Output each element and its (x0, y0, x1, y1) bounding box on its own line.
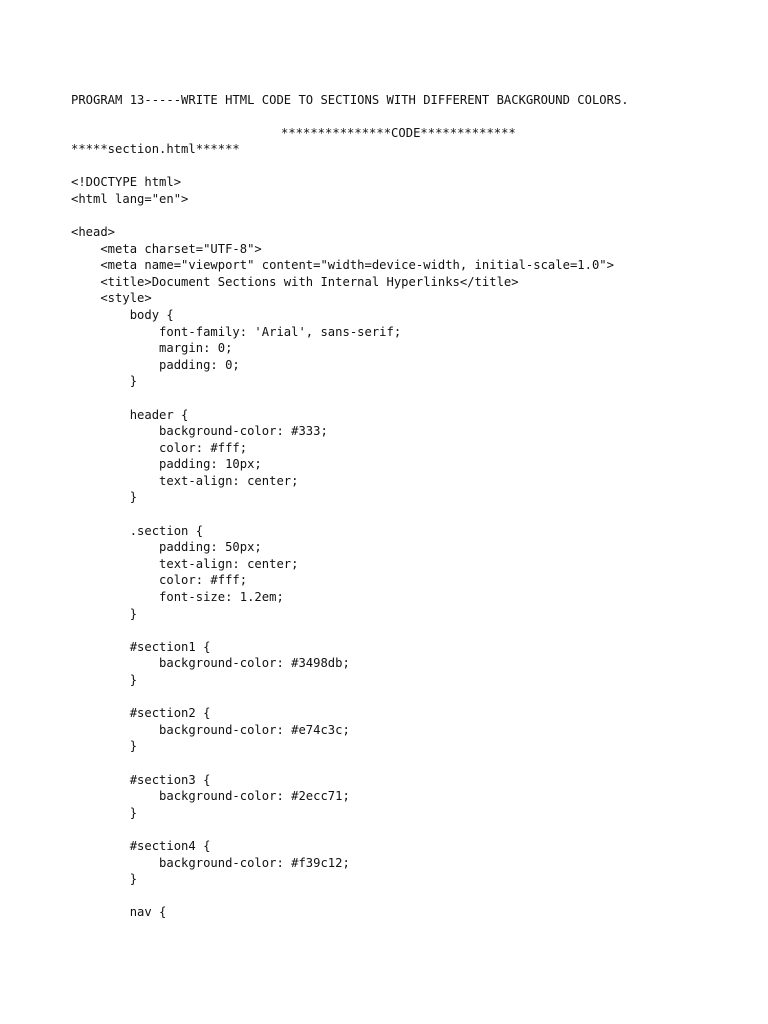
code-line: *****section.html****** (71, 142, 240, 156)
code-line (71, 506, 614, 523)
code-line: } (71, 673, 138, 687)
code-line: background-color: #2ecc71; (71, 789, 350, 804)
code-line: header { (71, 407, 189, 422)
code-line (71, 390, 614, 407)
code-line: background-color: #3498db; (71, 656, 350, 671)
code-line: body { (71, 307, 174, 322)
code-line (71, 622, 614, 639)
code-line: padding: 0; (71, 357, 240, 372)
code-line: background-color: #e74c3c; (71, 722, 350, 737)
code-line: <!DOCTYPE html> (71, 175, 182, 190)
code-line: color: #fff; (71, 573, 248, 588)
code-line: text-align: center; (71, 473, 299, 488)
code-line: text-align: center; (71, 556, 299, 571)
code-line: } (71, 872, 138, 887)
code-line: <head> (71, 224, 116, 239)
code-line: padding: 10px; (71, 457, 262, 472)
code-line: font-family: 'Arial', sans-serif; (71, 324, 402, 339)
code-line (71, 821, 614, 838)
code-line: padding: 50px; (71, 540, 262, 555)
code-line: <title>Document Sections with Internal Hyperlinks</title> (71, 274, 519, 289)
code-line (71, 689, 614, 706)
code-line: nav { (71, 905, 167, 920)
program-title: PROGRAM 13-----WRITE HTML CODE TO SECTIONS WITH DIFFERENT BACKGROUND COLORS. (71, 93, 629, 107)
code-listing (71, 141, 614, 921)
code-line (71, 207, 614, 224)
code-line: color: #fff; (71, 440, 248, 455)
code-line: font-size: 1.2em; (71, 590, 284, 605)
code-line: <html lang="en"> (71, 191, 189, 206)
code-line (71, 158, 614, 175)
code-line: <meta name="viewport" content="width=device-width, initial-scale=1.0"> (71, 258, 614, 273)
code-line: #section4 { (71, 838, 211, 853)
code-line: background-color: #333; (71, 424, 328, 439)
code-line: <style> (71, 291, 152, 306)
code-line: <meta charset="UTF-8"> (71, 241, 262, 256)
code-line: #section3 { (71, 772, 211, 787)
code-line: margin: 0; (71, 341, 233, 356)
code-line (71, 755, 614, 772)
code-line: background-color: #f39c12; (71, 855, 350, 870)
code-line: } (71, 374, 138, 389)
code-heading: ***************CODE************* (281, 126, 516, 140)
code-line: } (71, 805, 138, 820)
code-line: .section { (71, 523, 204, 538)
code-line: } (71, 739, 138, 754)
code-line: } (71, 606, 138, 621)
code-line (71, 888, 614, 905)
code-line: #section2 { (71, 706, 211, 721)
code-line: } (71, 490, 138, 505)
code-line: #section1 { (71, 639, 211, 654)
